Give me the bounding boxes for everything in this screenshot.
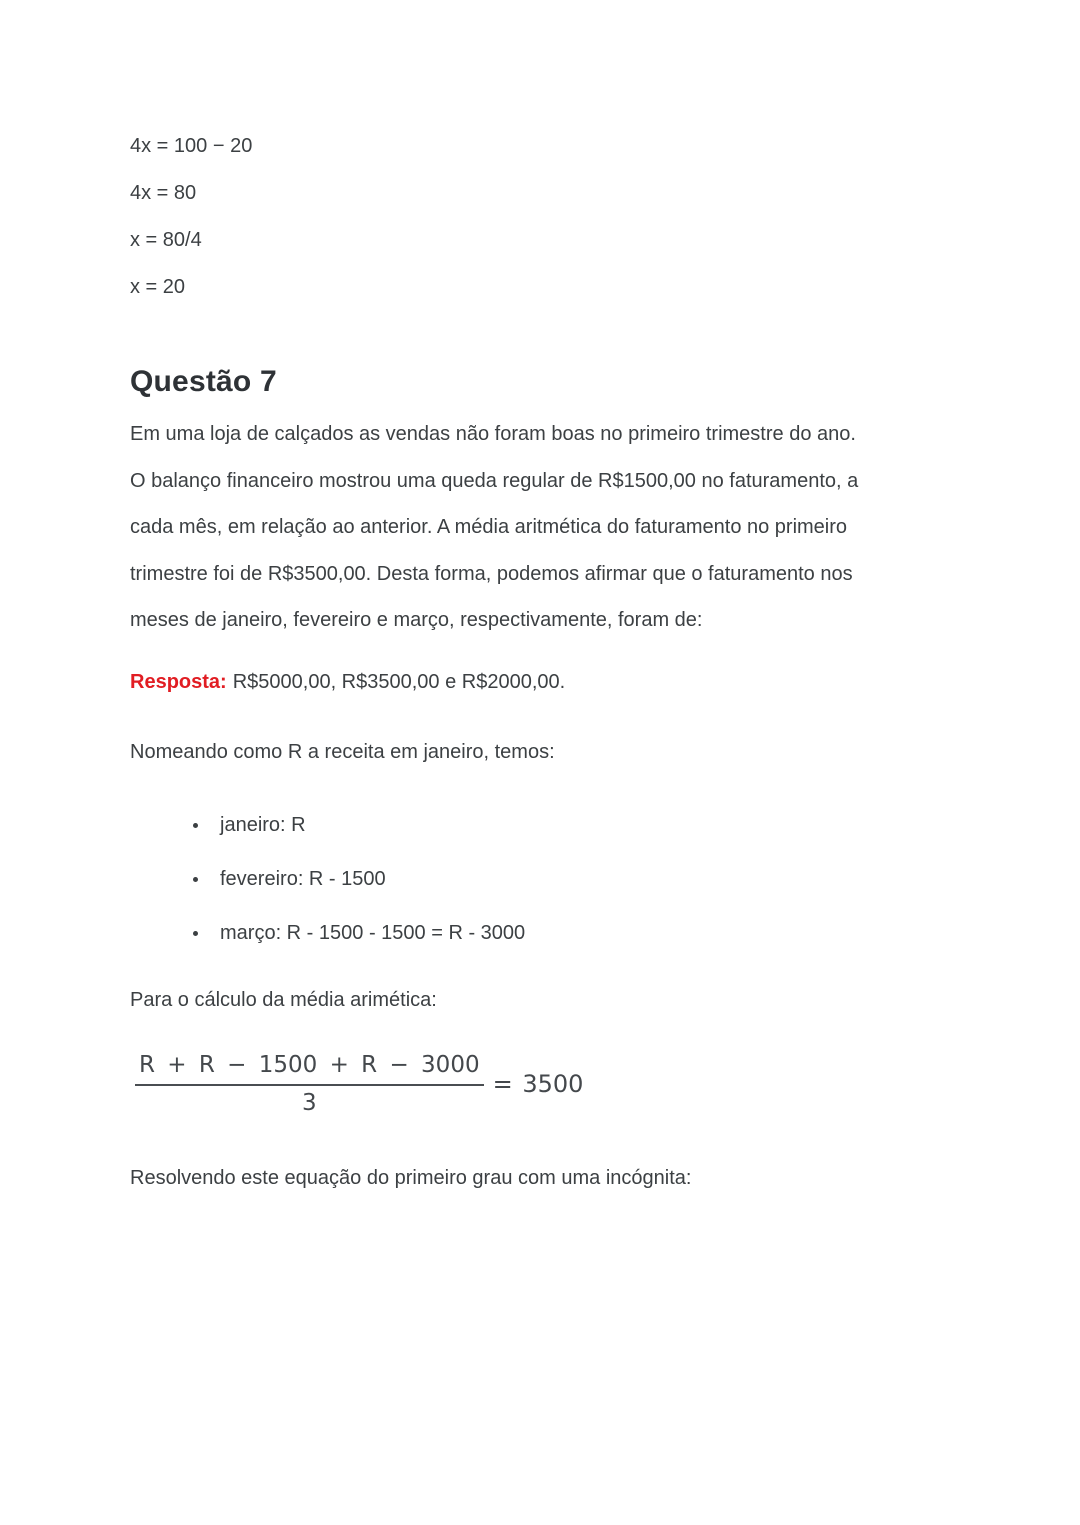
mean-calculation-label: Para o cálculo da média arimética:	[130, 988, 437, 1011]
answer-label: Resposta:	[130, 670, 227, 693]
equation-result: = 3500	[492, 1069, 584, 1098]
equation-line-4: x = 20	[130, 276, 186, 298]
list-item-janeiro: • janeiro: R	[210, 812, 860, 839]
equation-line-2: 4x = 80	[130, 182, 197, 204]
fraction-denominator: 3	[301, 1089, 317, 1116]
question-heading: Questão 7	[130, 365, 277, 398]
mean-equation	[135, 1051, 860, 1117]
fraction-numerator: R + R − 1500 + R − 3000	[135, 1051, 484, 1086]
list-item-fevereiro: • fevereiro: R - 1500	[210, 866, 860, 893]
list-item-marco: • março: R - 1500 - 1500 = R - 3000	[210, 920, 860, 947]
solution-closing: Resolvendo este equação do primeiro grau com uma incógnita:	[130, 1166, 692, 1189]
question-body: Em uma loja de calçados as vendas não foram boas no primeiro trimestre do ano. O balanço financeiro mostrou uma queda regular de R$1500,00 no faturamento, a cada mês, em relação ao anterior. A média aritmética do faturamento no primeiro trimestre foi de R$3500,00. Desta forma, podemos afirmar que o faturamento nos meses de janeiro, fevereiro e março, respectivamente, foram de:	[130, 423, 859, 631]
fraction	[135, 1051, 484, 1117]
equation-line-3: x = 80/4	[130, 229, 202, 251]
answer-value: R$5000,00, R$3500,00 e R$2000,00.	[232, 670, 566, 693]
solution-intro: Nomeando como R a receita em janeiro, temos:	[130, 740, 555, 763]
month-revenue-list	[130, 812, 860, 947]
equation-line-1: 4x = 100 − 20	[130, 135, 253, 157]
answer-line	[130, 669, 860, 696]
